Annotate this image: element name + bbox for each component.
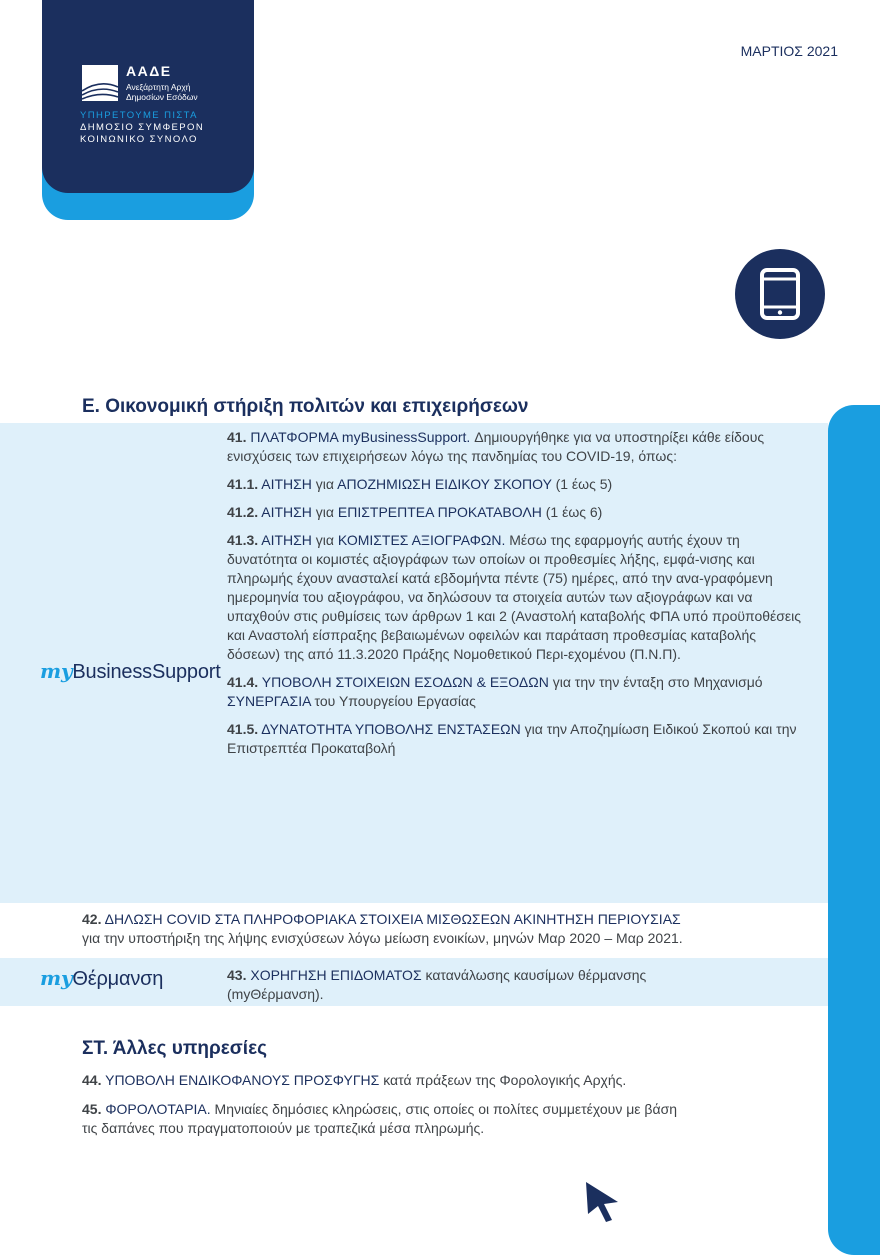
logo-tagline: ΥΠΗΡΕΤΟΥΜΕ ΠΙΣΤΑ ΔΗΜΟΣΙΟ ΣΥΜΦΕΡΟΝ ΚΟΙΝΩΝΙΚΟ ΣΥΝΟΛΟ [80,110,205,145]
document-date: ΜΑΡΤΙΟΣ 2021 [740,43,838,59]
logo-subtitle: Ανεξάρτητη Αρχή Δημοσίων Εσόδων [126,82,198,102]
right-accent-band [828,405,880,1255]
mythermansi-logo: myΘέρμανση [40,966,164,990]
item-41-5: 41.5. ΔΥΝΑΤΟΤΗΤΑ ΥΠΟΒΟΛΗΣ ΕΝΣΤΑΣΕΩΝ για την Αποζημίωση Ειδικού Σκοπού και την Επιστρεπτέα Προκαταβολή [227,721,797,756]
item-41-2: 41.2. ΑΙΤΗΣΗ για ΕΠΙΣΤΡΕΠΤΕΑ ΠΡΟΚΑΤΑΒΟΛΗ (1 έως 6) [227,504,603,520]
item-42: 42. ΔΗΛΩΣΗ COVID ΣΤΑ ΠΛΗΡΟΦΟΡΙΑΚΑ ΣΤΟΙΧΕΙΑ ΜΙΣΘΩΣΕΩΝ ΑΚΙΝΗΤΗΣΗ ΠΕΡΙΟΥΣΙΑΣ για την υποστήριξη της λήψης ενισχύσεων λόγω μείωση ενοικίων, μηνών Μαρ 2020 – Μαρ 2021. [82,911,683,946]
item-45: 45. ΦΟΡΟΛΟΤΑΡΙΑ. Μηνιαίες δημόσιες κληρώσεις, στις οποίες οι πολίτες συμμετέχουν με βάση τις δαπάνες που πραγματοποιούν με τραπεζικά μέσα πληρωμής. [82,1101,677,1136]
tablet-icon-badge [735,249,825,339]
item-41: 41. ΠΛΑΤΦΟΡΜΑ myBusinessSupport. Δημιουργήθηκε για να υποστηρίξει κάθε είδους ενισχύσεις των επιχειρήσεων λόγω της πανδημίας του COVID-19, όπως: [227,429,765,464]
aade-logo-mark [82,65,118,101]
section-st-title: ΣΤ. Άλλες υπηρεσίες [82,1038,267,1059]
item-41-1: 41.1. ΑΙΤΗΣΗ για ΑΠΟΖΗΜΙΩΣΗ ΕΙΔΙΚΟΥ ΣΚΟΠΟΥ (1 έως 5) [227,476,613,492]
item-41-3: 41.3. ΑΙΤΗΣΗ για ΚΟΜΙΣΤΕΣ ΑΞΙΟΓΡΑΦΩΝ. Μέσω της εφαρμογής αυτής έχουν τη δυνατότητα οι κομιστές αξιογράφων των οποίων οι προθεσμίες λήξης, εμφά-νισης και πληρωμής έχουν ανασταλεί κατά εβδομήντα πέντε (75) ημέρες, από την ανα-γραφόμενη ημερομηνία του αξιογράφου, να δηλώσουν τα στοιχεία αυτών των αξιογράφων και να υπαχθούν στις ρυθμίσεις των άρθρων 1 και 2 (Αναστολή καταβολής ΦΠΑ υπό προϋποθέσεις και Αναστολή είσπραξης βεβαιωμένων οφειλών και παράταση προθεσμίας καταβολής δόσεων) της από 11.3.2020 Πράξης Νομοθετικού Περι-εχομένου (Π.Ν.Π). [227,532,802,662]
mybusinesssupport-logo: myBusinessSupport [40,659,221,683]
item-41-4: 41.4. ΥΠΟΒΟΛΗ ΣΤΟΙΧΕΙΩΝ ΕΣΟΔΩΝ & ΕΞΟΔΩΝ για την την ένταξη στο Μηχανισμό ΣΥΝΕΡΓΑΣΙΑ του Υπουργείου Εργασίας [227,674,763,709]
logo-name: ΑΑΔΕ [126,63,172,79]
cursor-arrow-icon [584,1180,622,1224]
item-44: 44. ΥΠΟΒΟΛΗ ΕΝΔΙΚΟΦΑΝΟΥΣ ΠΡΟΣΦΥΓΗΣ κατά πράξεων της Φορολογικής Αρχής. [82,1072,627,1088]
tablet-icon [759,267,801,321]
section-e-title: Ε. Οικονομική στήριξη πολιτών και επιχειρήσεων [82,396,529,417]
business-support-items [227,428,802,767]
item-43: 43. ΧΟΡΗΓΗΣΗ ΕΠΙΔΟΜΑΤΟΣ κατανάλωσης καυσίμων θέρμανσης (myΘέρμανση). [227,967,647,1002]
aade-logo [42,0,254,193]
